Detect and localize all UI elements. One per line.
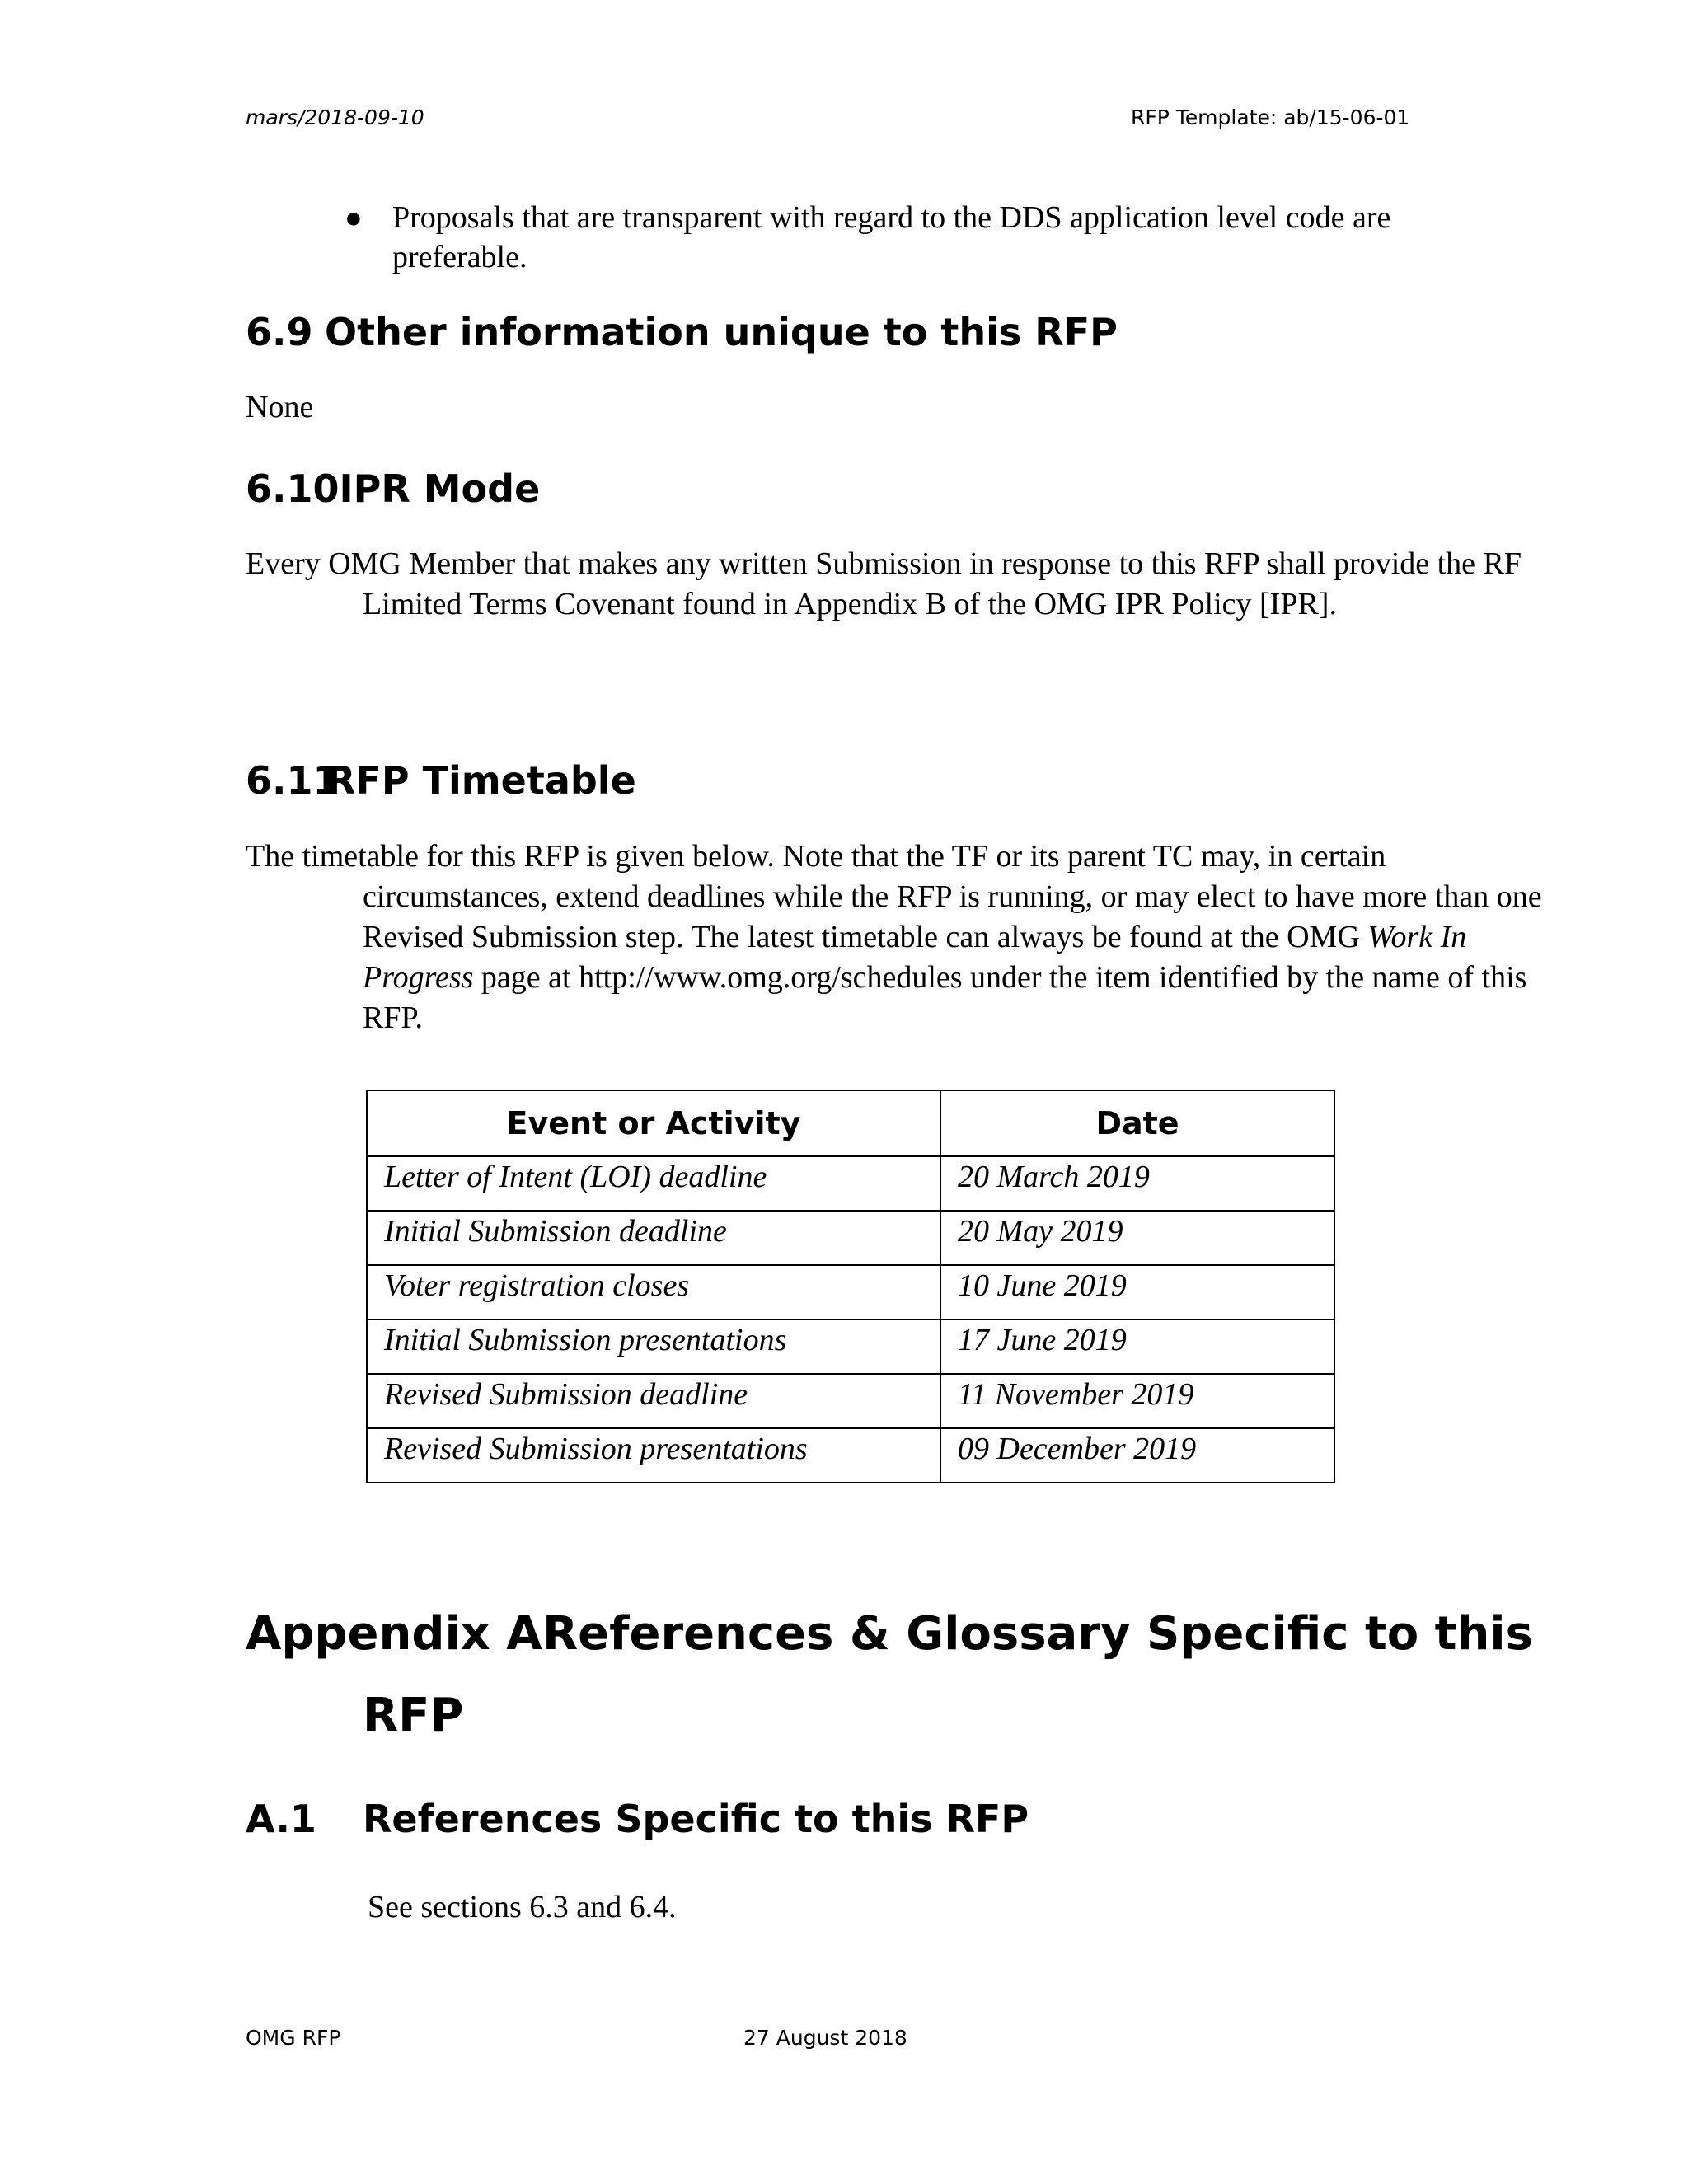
body-italic-text: Work In Progress <box>363 920 1467 995</box>
table-header-row <box>367 1090 1334 1156</box>
section-number: 6.9 <box>246 310 313 354</box>
footer-left: OMG RFP <box>246 2026 341 2050</box>
event-cell: Voter registration closes <box>367 1265 940 1319</box>
footer-date: 27 August 2018 <box>743 2026 907 2050</box>
body-text: page at http://www.omg.org/schedules under the item identified by the name of this RFP. <box>363 960 1527 1035</box>
table-row <box>367 1428 1334 1483</box>
section-title: IPR Mode <box>339 466 541 511</box>
appendix-a-heading-continued: RFP <box>363 1689 464 1742</box>
event-cell: Revised Submission deadline <box>367 1374 940 1428</box>
table-row <box>367 1211 1334 1265</box>
section-6-9-body: None <box>246 390 314 424</box>
appendix-label: Appendix A <box>246 1607 542 1661</box>
section-6-10-body: Every OMG Member that makes any written Submission in response to this RFP shall provide the RF Limited Terms Covenant found in Appendix B of the OMG IPR Policy [IPR]. <box>246 546 1522 621</box>
column-header: Event or Activity <box>367 1090 940 1156</box>
event-cell: Initial Submission deadline <box>367 1211 940 1265</box>
section-6-10-heading <box>246 466 540 511</box>
event-cell: Revised Submission presentations <box>367 1428 940 1483</box>
body-text: The timetable for this RFP is given below. Note that the TF or its parent TC may, in certain circumstances, extend deadlines while the RFP is running, or may elect to have more than one Revised Submission step. The latest timetable can always be found at the OMG <box>246 839 1542 954</box>
bullet-text: Proposals that are transparent with regard to the DDS application level code are preferable. <box>392 200 1391 274</box>
date-cell: 20 May 2019 <box>940 1211 1334 1265</box>
running-header-right: RFP Template: ab/15-06-01 <box>1131 105 1410 129</box>
section-number: 6.10 <box>246 466 340 511</box>
section-title: Other information unique to this RFP <box>325 310 1118 354</box>
event-cell: Letter of Intent (LOI) deadline <box>367 1156 940 1211</box>
appendix-a-heading <box>246 1607 1533 1661</box>
table-row <box>367 1265 1334 1319</box>
date-cell: 20 March 2019 <box>940 1156 1334 1211</box>
date-cell: 09 December 2019 <box>940 1428 1334 1483</box>
table-row <box>367 1156 1334 1211</box>
date-cell: 11 November 2019 <box>940 1374 1334 1428</box>
section-6-11-heading <box>246 758 636 803</box>
appendix-title: References & Glossary Specific to this <box>542 1607 1533 1661</box>
timetable <box>366 1090 1335 1483</box>
section-a-1-body: See sections 6.3 and 6.4. <box>368 1890 677 1924</box>
date-cell: 10 June 2019 <box>940 1265 1334 1319</box>
running-header-left: mars/2018-09-10 <box>246 105 424 129</box>
date-cell: 17 June 2019 <box>940 1319 1334 1374</box>
section-6-9-heading <box>246 310 1118 354</box>
event-cell: Initial Submission presentations <box>367 1319 940 1374</box>
section-title: References Specific to this RFP <box>363 1797 1029 1841</box>
section-title: RFP Timetable <box>326 758 636 803</box>
section-number: 6.11 <box>246 758 340 803</box>
section-6-11-body <box>246 837 1550 1038</box>
section-number: A.1 <box>246 1797 316 1841</box>
column-header: Date <box>940 1090 1334 1156</box>
section-a-1-heading <box>246 1797 1029 1841</box>
table-row <box>367 1374 1334 1428</box>
table-row <box>367 1319 1334 1374</box>
bullet-dot-icon: ● <box>345 201 363 234</box>
